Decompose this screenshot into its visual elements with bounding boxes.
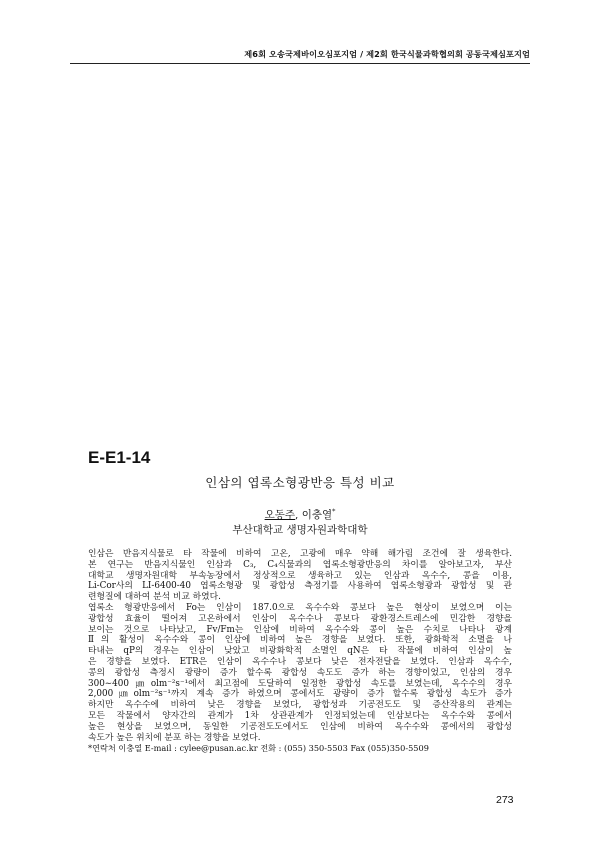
abstract-line: 대학교 생명자원대학 부속농장에서 정상적으로 생육하고 있는 인삼과 옥수수, 콩을 이용, — [88, 570, 512, 581]
abstract-line: 엽록소 형광반응에서 Fo는 인삼이 187.0으로 옥수수와 콩보다 높은 현상이 보였으며 이는 — [88, 602, 512, 613]
contact-info: *연락처 이충열 E-mail : cylee@pusan.ac.kr 전화 : (055) 350-5503 Fax (055)350-5509 — [88, 743, 429, 754]
running-header — [70, 49, 530, 64]
abstract-line: 하지만 옥수수에 비하여 낮은 경향을 보였다, 광합성과 기공전도도 및 증산작용의 관계는 — [88, 700, 512, 711]
abstract-line: 은 경향을 보였다. ETR은 인삼이 옥수수나 콩보다 낮은 전자전달을 보였다. 인삼과 옥수수, — [88, 656, 512, 667]
abstract-line: 콩의 광합성 측정시 광량이 증가 할수록 광합성 속도도 증가 하는 경향이었고, 인삼의 경우 — [88, 667, 512, 678]
abstract-line: 인삼은 반음지식물로 타 작물에 비하여 고온, 고광에 매우 약해 해가림 조건에 잘 생육한다. — [88, 549, 512, 559]
affiliation: 부산대학교 생명자원과학대학 — [232, 524, 368, 536]
author-separator: , — [295, 509, 302, 521]
abstract-line: 타내는 qP의 경우는 인삼이 낮았고 비광화학적 소멸인 qN은 타 작물에 비하여 인삼이 높 — [88, 646, 512, 657]
abstract-line: 300∼400㎛olm⁻²s⁻¹에서 최고점에 도달하여 일정한 광합성 속도를 보였는데, 옥수수의 경우 — [88, 678, 512, 689]
corresponding-mark: * — [332, 507, 336, 516]
abstract-line: 본 연구는 반음지식물인 인삼과 C₃, C₄식물과의 엽록소형광반응의 차이를 알아보고자, 부산 — [88, 559, 512, 570]
abstract-line: Ⅱ의 활성이 옥수수와 콩이 인삼에 비하여 높은 경향을 보였다. 또한, 광화학적 소멸을 나 — [88, 635, 512, 646]
author-line — [0, 507, 600, 522]
author-corresponding: 이충열 — [301, 509, 333, 521]
author-main: 오동주 — [264, 509, 296, 521]
page-number: 273 — [496, 794, 514, 806]
abstract-line: 높은 현상을 보였으며, 동일한 기공전도도에서도 인삼에 비하여 옥수수와 콩에서의 광합성 — [88, 721, 512, 732]
paper-title: 인삼의 엽록소형광반응 특성 비교 — [205, 475, 395, 490]
abstract-line: Li-Cor사의 LI-6400-40 엽록소형광 및 광합성 측정기를 사용하여 엽록소형광과 광합성 및 관 — [88, 581, 512, 592]
paper-code: E-E1-14 — [88, 448, 151, 467]
abstract-line: 속도가 높은 위치에 분포 하는 경향을 보였다. — [88, 732, 261, 743]
abstract-line: 모든 작물에서 양자간의 관계가 1차 상관관계가 인정되었는데 인삼보다는 옥수수와 콩에서 — [88, 710, 512, 721]
abstract-line: 광합성 효율이 떨어져 고온하에서 인삼이 옥수수나 콩보다 광환경스트레스에 민감한 경향을 — [88, 613, 512, 624]
abstract-line: 보이는 것으로 나타났고, Fv/Fm는 인삼에 비하여 옥수수와 콩이 높은 수치로 나타나 광계 — [88, 624, 512, 635]
abstract-line: 2,000㎛olm⁻²s⁻¹까지 계속 증가 하였으며 콩에서도 광량이 증가 할수록 광합성 속도가 증가 — [88, 689, 512, 700]
abstract-body — [88, 549, 512, 754]
abstract-line: 련형질에 대하여 분석 비교 하였다. — [88, 592, 221, 603]
running-title: 제6회 오송국제바이오심포지엄 / 제2회 한국식물과학협의회 공동국제심포지엄 — [244, 49, 530, 59]
